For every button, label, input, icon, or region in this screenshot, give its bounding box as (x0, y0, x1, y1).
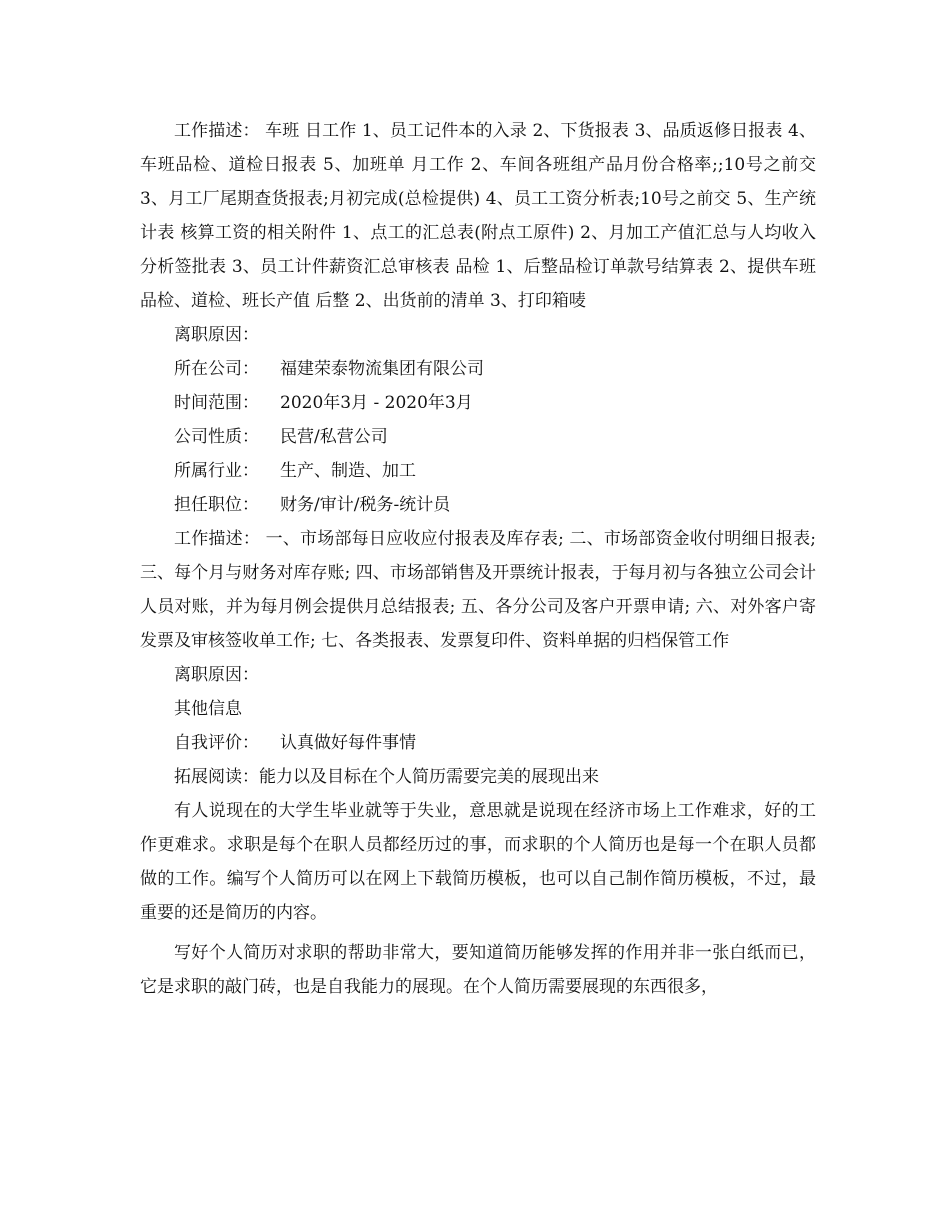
article-paragraph-2: 写好个人简历对求职的帮助非常大，要知道简历能够发挥的作用并非一张白纸而已，它是求职的敲门砖，也是自我能力的展现。在个人简历需要展现的东西很多， (140, 943, 816, 997)
other-info-heading: 其他信息 (174, 699, 242, 719)
job2-description-label: 工作描述： (174, 529, 261, 549)
job2-company-nature (140, 420, 816, 454)
job2-description-text: 一、市场部每日应收应付报表及库存表; 二、市场部资金收付明细日报表; 三、每个月与财务对库存账; 四、市场部销售及开票统计报表，于每月初与各独立公司会计人员对账，并为每月例会提供月总结报表; 五、各分公司及客户开票申请; 六、对外客户寄发票及审核签收单工作; 七、各类报表、发票复印件、资料单据的归档保管工作 (140, 529, 817, 651)
job2-position-value: 财务/审计/税务-统计员 (280, 495, 451, 515)
job2-company (140, 352, 816, 386)
job2-leave-reason (140, 658, 816, 692)
job2-company-nature-value: 民营/私营公司 (280, 427, 388, 447)
job2-company-nature-label: 公司性质： (174, 427, 259, 447)
extended-reading-value: 能力以及目标在个人简历需要完美的展现出来 (259, 767, 599, 787)
job2-company-label: 所在公司： (174, 359, 259, 379)
self-evaluation-value: 认真做好每件事情 (280, 733, 416, 753)
job2-description (140, 522, 816, 658)
job1-description-label: 工作描述： (174, 121, 260, 141)
job2-position-label: 担任职位： (174, 495, 259, 515)
job2-leave-reason-label: 离职原因： (174, 665, 259, 685)
job2-company-value: 福建荣泰物流集团有限公司 (280, 359, 484, 379)
resume-document (140, 114, 816, 1004)
self-evaluation (140, 726, 816, 760)
self-evaluation-label: 自我评价： (174, 733, 259, 753)
job1-leave-reason-label: 离职原因： (174, 325, 259, 345)
job2-period (140, 386, 816, 420)
extended-reading-label: 拓展阅读： (174, 767, 259, 787)
job1-leave-reason (140, 318, 816, 352)
job2-period-label: 时间范围： (174, 393, 259, 413)
article-paragraph-1: 有人说现在的大学生毕业就等于失业，意思就是说现在经济市场上工作难求，好的工作更难求。求职是每个在职人员都经历过的事，而求职的个人简历也是每一个在职人员都做的工作。编写个人简历可以在网上下载简历模板，也可以自己制作简历模板，不过，最重要的还是简历的内容。 (140, 801, 816, 923)
job2-industry (140, 454, 816, 488)
job2-position (140, 488, 816, 522)
job1-description-text: 车班 日工作 1、员工记件本的入录 2、下货报表 3、品质返修日报表 4、车班品检、道检日报表 5、加班单 月工作 2、车间各班组产品月份合格率;;10号之前交 3、月工厂尾期查货报表;月初完成(总检提供) 4、员工工资分析表;10号之前交 5、生产统计表 核算工资的相关附件 1、点工的汇总表(附点工原件) 2、月加工产值汇总与人均收入分析签批表 3、员工计件薪资汇总审核表 品检 1、后整品检订单款号结算表 2、提供车班品检、道检、班长产值 后整 2、出货前的清单 3、打印箱唛 (140, 121, 816, 311)
extended-reading (140, 760, 816, 794)
job2-industry-label: 所属行业： (174, 461, 259, 481)
job2-industry-value: 生产、制造、加工 (280, 461, 416, 481)
job2-period-value: 2020年3月 - 2020年3月 (280, 393, 473, 413)
job1-description (140, 114, 816, 318)
